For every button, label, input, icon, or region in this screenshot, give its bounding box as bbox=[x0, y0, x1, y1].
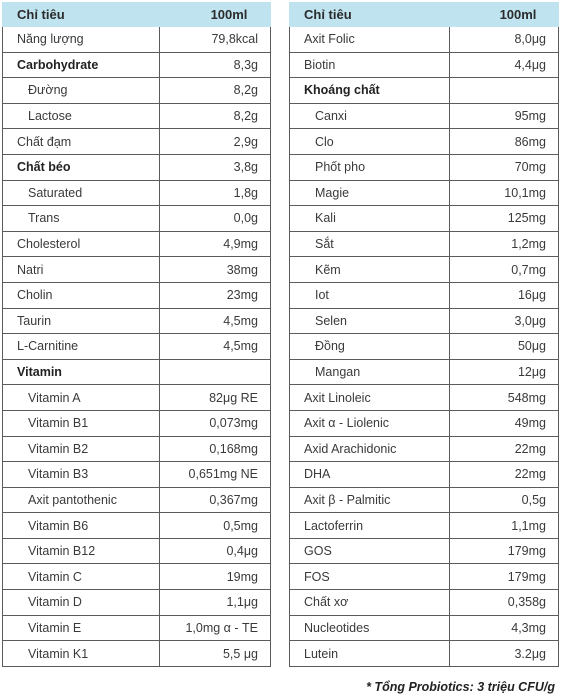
table-row bbox=[290, 129, 559, 155]
nutrient-value bbox=[160, 359, 271, 385]
table-row bbox=[3, 154, 271, 180]
table-body bbox=[290, 27, 559, 667]
nutrient-name: Lutein bbox=[290, 641, 450, 667]
nutrient-value: 179mg bbox=[450, 538, 559, 564]
nutrient-value: 19mg bbox=[160, 564, 271, 590]
table-row bbox=[290, 385, 559, 411]
nutrient-name: Lactoferrin bbox=[290, 513, 450, 539]
nutrient-name: Mangan bbox=[290, 359, 450, 385]
nutrient-name: Vitamin B12 bbox=[3, 538, 160, 564]
nutrient-value bbox=[450, 78, 559, 104]
nutrient-value: 1,1μg bbox=[160, 590, 271, 616]
nutrient-name: Chất xơ bbox=[290, 590, 450, 616]
table-row bbox=[290, 52, 559, 78]
nutrient-value: 70mg bbox=[450, 154, 559, 180]
nutrient-value: 8,3g bbox=[160, 52, 271, 78]
table-row bbox=[290, 538, 559, 564]
table-row bbox=[290, 27, 559, 53]
nutrient-value: 16μg bbox=[450, 282, 559, 308]
table-row bbox=[3, 410, 271, 436]
footnote: * Tổng Probiotics: 3 triệu CFU/g bbox=[366, 680, 555, 694]
nutrient-value: 79,8kcal bbox=[160, 27, 271, 53]
nutrient-value: 548mg bbox=[450, 385, 559, 411]
table-row bbox=[3, 487, 271, 513]
nutrient-value: 4,5mg bbox=[160, 308, 271, 334]
nutrient-name: Axid Arachidonic bbox=[290, 436, 450, 462]
nutrient-name: Cholin bbox=[3, 282, 160, 308]
table-row bbox=[290, 513, 559, 539]
nutrient-value: 1,8g bbox=[160, 180, 271, 206]
nutrient-value: 4,9mg bbox=[160, 231, 271, 257]
nutrient-value: 0,4μg bbox=[160, 538, 271, 564]
nutrient-name: Nucleotides bbox=[290, 615, 450, 641]
nutrient-name: Vitamin bbox=[3, 359, 160, 385]
nutrition-table-left bbox=[2, 2, 271, 667]
nutrient-value: 0,0g bbox=[160, 206, 271, 232]
nutrient-value: 4,4μg bbox=[450, 52, 559, 78]
header-name: Chỉ tiêu bbox=[3, 3, 160, 27]
nutrient-name: Biotin bbox=[290, 52, 450, 78]
table-row bbox=[3, 385, 271, 411]
nutrient-name: Selen bbox=[290, 308, 450, 334]
table-row bbox=[3, 590, 271, 616]
nutrient-name: Kali bbox=[290, 206, 450, 232]
nutrient-name: Kẽm bbox=[290, 257, 450, 283]
table-row bbox=[290, 462, 559, 488]
table-row bbox=[290, 436, 559, 462]
table-row bbox=[290, 231, 559, 257]
table-row bbox=[3, 615, 271, 641]
nutrient-name: Taurin bbox=[3, 308, 160, 334]
nutrient-value: 125mg bbox=[450, 206, 559, 232]
table-row bbox=[3, 538, 271, 564]
nutrient-name: Đồng bbox=[290, 334, 450, 360]
nutrient-name: Vitamin B3 bbox=[3, 462, 160, 488]
table-row bbox=[290, 487, 559, 513]
nutrient-name: Vitamin B1 bbox=[3, 410, 160, 436]
nutrient-value: 8,2g bbox=[160, 78, 271, 104]
nutrient-name: Đường bbox=[3, 78, 160, 104]
table-row bbox=[3, 52, 271, 78]
nutrient-name: L-Carnitine bbox=[3, 334, 160, 360]
table-row bbox=[3, 206, 271, 232]
table-row bbox=[3, 513, 271, 539]
nutrient-name: Axit Folic bbox=[290, 27, 450, 53]
table-row bbox=[290, 410, 559, 436]
nutrient-value: 0,651mg NE bbox=[160, 462, 271, 488]
nutrient-value: 0,7mg bbox=[450, 257, 559, 283]
table-row bbox=[290, 154, 559, 180]
nutrient-name: Canxi bbox=[290, 103, 450, 129]
nutrient-value: 1,1mg bbox=[450, 513, 559, 539]
nutrient-name: Clo bbox=[290, 129, 450, 155]
nutrient-name: FOS bbox=[290, 564, 450, 590]
table-row bbox=[3, 103, 271, 129]
nutrient-value: 38mg bbox=[160, 257, 271, 283]
table-row bbox=[3, 308, 271, 334]
table-row bbox=[3, 641, 271, 667]
nutrient-name: Axit β - Palmitic bbox=[290, 487, 450, 513]
nutrient-value: 0,168mg bbox=[160, 436, 271, 462]
nutrient-value: 0,367mg bbox=[160, 487, 271, 513]
table-row bbox=[3, 231, 271, 257]
nutrient-value: 12μg bbox=[450, 359, 559, 385]
nutrient-name: Khoáng chất bbox=[290, 78, 450, 104]
nutrient-name: Cholesterol bbox=[3, 231, 160, 257]
nutrient-name: Magie bbox=[290, 180, 450, 206]
nutrient-value: 49mg bbox=[450, 410, 559, 436]
table-row bbox=[3, 564, 271, 590]
nutrient-name: Vitamin D bbox=[3, 590, 160, 616]
nutrient-name: Năng lượng bbox=[3, 27, 160, 53]
table-row bbox=[290, 641, 559, 667]
nutrient-value: 0,358g bbox=[450, 590, 559, 616]
table-row bbox=[290, 359, 559, 385]
table-row bbox=[3, 436, 271, 462]
nutrient-name: Vitamin E bbox=[3, 615, 160, 641]
nutrient-value: 3.2μg bbox=[450, 641, 559, 667]
nutrient-name: Iot bbox=[290, 282, 450, 308]
nutrient-value: 22mg bbox=[450, 462, 559, 488]
nutrient-value: 10,1mg bbox=[450, 180, 559, 206]
table-row bbox=[290, 103, 559, 129]
nutrient-value: 8,0μg bbox=[450, 27, 559, 53]
header-name: Chỉ tiêu bbox=[290, 3, 450, 27]
nutrient-value: 179mg bbox=[450, 564, 559, 590]
nutrient-value: 1,0mg α - TE bbox=[160, 615, 271, 641]
table-row bbox=[3, 359, 271, 385]
nutrient-value: 95mg bbox=[450, 103, 559, 129]
nutrient-value: 4,3mg bbox=[450, 615, 559, 641]
nutrient-value: 22mg bbox=[450, 436, 559, 462]
table-row bbox=[290, 590, 559, 616]
table-row bbox=[290, 180, 559, 206]
table-row bbox=[3, 129, 271, 155]
table-body bbox=[3, 27, 271, 667]
table-row bbox=[3, 334, 271, 360]
nutrient-value: 3,0μg bbox=[450, 308, 559, 334]
table-row bbox=[290, 308, 559, 334]
nutrient-name: Chất béo bbox=[3, 154, 160, 180]
nutrient-value: 86mg bbox=[450, 129, 559, 155]
table-row bbox=[290, 206, 559, 232]
table-header-row bbox=[290, 3, 559, 27]
nutrient-name: Vitamin B2 bbox=[3, 436, 160, 462]
nutrient-name: Vitamin C bbox=[3, 564, 160, 590]
table-header-row bbox=[3, 3, 271, 27]
nutrient-name: GOS bbox=[290, 538, 450, 564]
nutrient-name: Phốt pho bbox=[290, 154, 450, 180]
table-row bbox=[3, 78, 271, 104]
nutrient-name: Carbohydrate bbox=[3, 52, 160, 78]
nutrition-table-right bbox=[289, 2, 559, 667]
table-row bbox=[3, 257, 271, 283]
header-value: 100ml bbox=[160, 3, 271, 27]
nutrient-name: Vitamin B6 bbox=[3, 513, 160, 539]
nutrient-value: 82μg RE bbox=[160, 385, 271, 411]
nutrient-name: Vitamin K1 bbox=[3, 641, 160, 667]
nutrient-value: 2,9g bbox=[160, 129, 271, 155]
nutrient-value: 1,2mg bbox=[450, 231, 559, 257]
nutrient-name: Sắt bbox=[290, 231, 450, 257]
nutrient-name: Chất đạm bbox=[3, 129, 160, 155]
nutrient-name: Saturated bbox=[3, 180, 160, 206]
nutrient-name: Axit Linoleic bbox=[290, 385, 450, 411]
table-row bbox=[290, 78, 559, 104]
table-row bbox=[290, 615, 559, 641]
table-row bbox=[3, 27, 271, 53]
nutrient-value: 8,2g bbox=[160, 103, 271, 129]
nutrient-name: Trans bbox=[3, 206, 160, 232]
nutrient-value: 23mg bbox=[160, 282, 271, 308]
table-row bbox=[290, 564, 559, 590]
table-row bbox=[3, 282, 271, 308]
nutrient-name: DHA bbox=[290, 462, 450, 488]
nutrient-name: Axit pantothenic bbox=[3, 487, 160, 513]
nutrient-name: Lactose bbox=[3, 103, 160, 129]
nutrient-name: Vitamin A bbox=[3, 385, 160, 411]
table-row bbox=[290, 334, 559, 360]
nutrient-value: 4,5mg bbox=[160, 334, 271, 360]
table-row bbox=[290, 257, 559, 283]
nutrient-name: Natri bbox=[3, 257, 160, 283]
nutrient-value: 0,5mg bbox=[160, 513, 271, 539]
nutrient-value: 50μg bbox=[450, 334, 559, 360]
header-value: 100ml bbox=[450, 3, 559, 27]
table-row bbox=[3, 462, 271, 488]
table-row bbox=[3, 180, 271, 206]
nutrient-value: 0,5g bbox=[450, 487, 559, 513]
table-row bbox=[290, 282, 559, 308]
nutrient-value: 0,073mg bbox=[160, 410, 271, 436]
nutrient-value: 5,5 μg bbox=[160, 641, 271, 667]
nutrient-value: 3,8g bbox=[160, 154, 271, 180]
nutrient-name: Axit α - Liolenic bbox=[290, 410, 450, 436]
